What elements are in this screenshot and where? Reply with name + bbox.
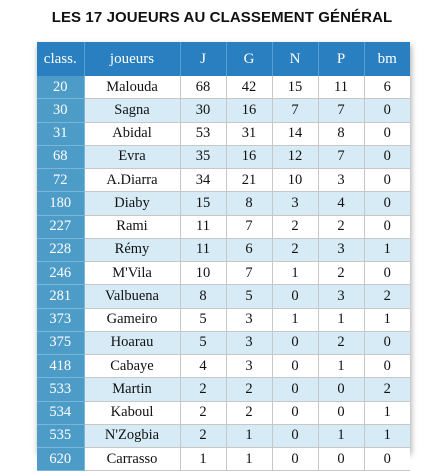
p-cell: 0 — [318, 401, 364, 424]
p-cell: 0 — [318, 378, 364, 401]
column-header-bm: bm — [364, 42, 410, 76]
ranking-table — [37, 42, 410, 471]
p-cell: 2 — [318, 215, 364, 238]
bm-cell: 0 — [364, 262, 410, 285]
player-cell: Carrasso — [84, 448, 180, 471]
column-header-n: N — [272, 42, 318, 76]
j-cell: 15 — [180, 192, 226, 215]
rank-cell: 72 — [37, 169, 84, 192]
g-cell: 2 — [226, 378, 272, 401]
column-header-players: joueurs — [84, 42, 180, 76]
bm-cell: 2 — [364, 378, 410, 401]
rank-cell: 180 — [37, 192, 84, 215]
p-cell: 11 — [318, 76, 364, 99]
player-cell: Kaboul — [84, 401, 180, 424]
table-row — [37, 308, 410, 331]
p-cell: 1 — [318, 308, 364, 331]
table-row — [37, 76, 410, 99]
player-cell: Rémy — [84, 238, 180, 261]
n-cell: 0 — [272, 424, 318, 447]
j-cell: 1 — [180, 448, 226, 471]
g-cell: 7 — [226, 262, 272, 285]
n-cell: 0 — [272, 355, 318, 378]
rank-cell: 68 — [37, 145, 84, 168]
j-cell: 8 — [180, 285, 226, 308]
g-cell: 16 — [226, 99, 272, 122]
g-cell: 2 — [226, 401, 272, 424]
player-cell: Valbuena — [84, 285, 180, 308]
player-cell: Abidal — [84, 122, 180, 145]
rank-cell: 534 — [37, 401, 84, 424]
p-cell: 3 — [318, 238, 364, 261]
j-cell: 11 — [180, 238, 226, 261]
n-cell: 0 — [272, 448, 318, 471]
table-row — [37, 262, 410, 285]
table-row — [37, 215, 410, 238]
g-cell: 3 — [226, 331, 272, 354]
p-cell: 1 — [318, 424, 364, 447]
n-cell: 14 — [272, 122, 318, 145]
j-cell: 68 — [180, 76, 226, 99]
p-cell: 4 — [318, 192, 364, 215]
column-header-p: P — [318, 42, 364, 76]
rank-cell: 535 — [37, 424, 84, 447]
header-row — [37, 42, 410, 76]
rank-cell: 246 — [37, 262, 84, 285]
player-cell: Martin — [84, 378, 180, 401]
bm-cell: 2 — [364, 285, 410, 308]
player-cell: Rami — [84, 215, 180, 238]
g-cell: 8 — [226, 192, 272, 215]
table-row — [37, 424, 410, 447]
rank-cell: 620 — [37, 448, 84, 471]
g-cell: 42 — [226, 76, 272, 99]
bm-cell: 0 — [364, 331, 410, 354]
bm-cell: 0 — [364, 215, 410, 238]
bm-cell: 0 — [364, 122, 410, 145]
n-cell: 1 — [272, 308, 318, 331]
table-body — [37, 76, 410, 471]
n-cell: 0 — [272, 378, 318, 401]
table-row — [37, 192, 410, 215]
bm-cell: 1 — [364, 238, 410, 261]
g-cell: 3 — [226, 308, 272, 331]
n-cell: 10 — [272, 169, 318, 192]
j-cell: 53 — [180, 122, 226, 145]
bm-cell: 0 — [364, 99, 410, 122]
table-row — [37, 238, 410, 261]
column-header-g: G — [226, 42, 272, 76]
p-cell: 8 — [318, 122, 364, 145]
table-row — [37, 448, 410, 471]
n-cell: 15 — [272, 76, 318, 99]
j-cell: 35 — [180, 145, 226, 168]
table-title: LES 17 JOUEURS AU CLASSEMENT GÉNÉRAL — [51, 9, 393, 26]
player-cell: Cabaye — [84, 355, 180, 378]
rank-cell: 373 — [37, 308, 84, 331]
j-cell: 10 — [180, 262, 226, 285]
p-cell: 2 — [318, 262, 364, 285]
p-cell: 3 — [318, 169, 364, 192]
player-cell: Gameiro — [84, 308, 180, 331]
table-row — [37, 285, 410, 308]
g-cell: 6 — [226, 238, 272, 261]
bm-cell: 0 — [364, 145, 410, 168]
g-cell: 31 — [226, 122, 272, 145]
rank-cell: 533 — [37, 378, 84, 401]
g-cell: 1 — [226, 424, 272, 447]
g-cell: 16 — [226, 145, 272, 168]
n-cell: 0 — [272, 331, 318, 354]
rank-cell: 227 — [37, 215, 84, 238]
n-cell: 0 — [272, 401, 318, 424]
table-row — [37, 401, 410, 424]
g-cell: 3 — [226, 355, 272, 378]
j-cell: 2 — [180, 424, 226, 447]
bm-cell: 1 — [364, 308, 410, 331]
player-cell: Malouda — [84, 76, 180, 99]
bm-cell: 6 — [364, 76, 410, 99]
bm-cell: 0 — [364, 169, 410, 192]
j-cell: 4 — [180, 355, 226, 378]
table-row — [37, 169, 410, 192]
g-cell: 7 — [226, 215, 272, 238]
rank-cell: 30 — [37, 99, 84, 122]
rank-cell: 20 — [37, 76, 84, 99]
column-header-j: J — [180, 42, 226, 76]
table-row — [37, 378, 410, 401]
g-cell: 5 — [226, 285, 272, 308]
rank-cell: 31 — [37, 122, 84, 145]
g-cell: 1 — [226, 448, 272, 471]
n-cell: 3 — [272, 192, 318, 215]
n-cell: 12 — [272, 145, 318, 168]
p-cell: 0 — [318, 448, 364, 471]
g-cell: 21 — [226, 169, 272, 192]
j-cell: 5 — [180, 331, 226, 354]
p-cell: 3 — [318, 285, 364, 308]
n-cell: 0 — [272, 285, 318, 308]
ranking-table-frame — [37, 42, 410, 467]
table-row — [37, 145, 410, 168]
table-row — [37, 355, 410, 378]
j-cell: 34 — [180, 169, 226, 192]
rank-cell: 228 — [37, 238, 84, 261]
rank-cell: 418 — [37, 355, 84, 378]
bm-cell: 1 — [364, 401, 410, 424]
n-cell: 2 — [272, 215, 318, 238]
bm-cell: 0 — [364, 355, 410, 378]
p-cell: 2 — [318, 331, 364, 354]
p-cell: 7 — [318, 99, 364, 122]
player-cell: Evra — [84, 145, 180, 168]
player-cell: A.Diarra — [84, 169, 180, 192]
column-header-class: class. — [37, 42, 84, 76]
player-cell: Sagna — [84, 99, 180, 122]
p-cell: 1 — [318, 355, 364, 378]
player-cell: M'Vila — [84, 262, 180, 285]
player-cell: N'Zogbia — [84, 424, 180, 447]
rank-cell: 375 — [37, 331, 84, 354]
table-row — [37, 99, 410, 122]
table-row — [37, 331, 410, 354]
player-cell: Hoarau — [84, 331, 180, 354]
n-cell: 7 — [272, 99, 318, 122]
table-row — [37, 122, 410, 145]
n-cell: 1 — [272, 262, 318, 285]
bm-cell: 0 — [364, 192, 410, 215]
bm-cell: 0 — [364, 448, 410, 471]
j-cell: 11 — [180, 215, 226, 238]
player-cell: Diaby — [84, 192, 180, 215]
bm-cell: 1 — [364, 424, 410, 447]
n-cell: 2 — [272, 238, 318, 261]
p-cell: 7 — [318, 145, 364, 168]
j-cell: 30 — [180, 99, 226, 122]
j-cell: 2 — [180, 401, 226, 424]
j-cell: 2 — [180, 378, 226, 401]
j-cell: 5 — [180, 308, 226, 331]
rank-cell: 281 — [37, 285, 84, 308]
